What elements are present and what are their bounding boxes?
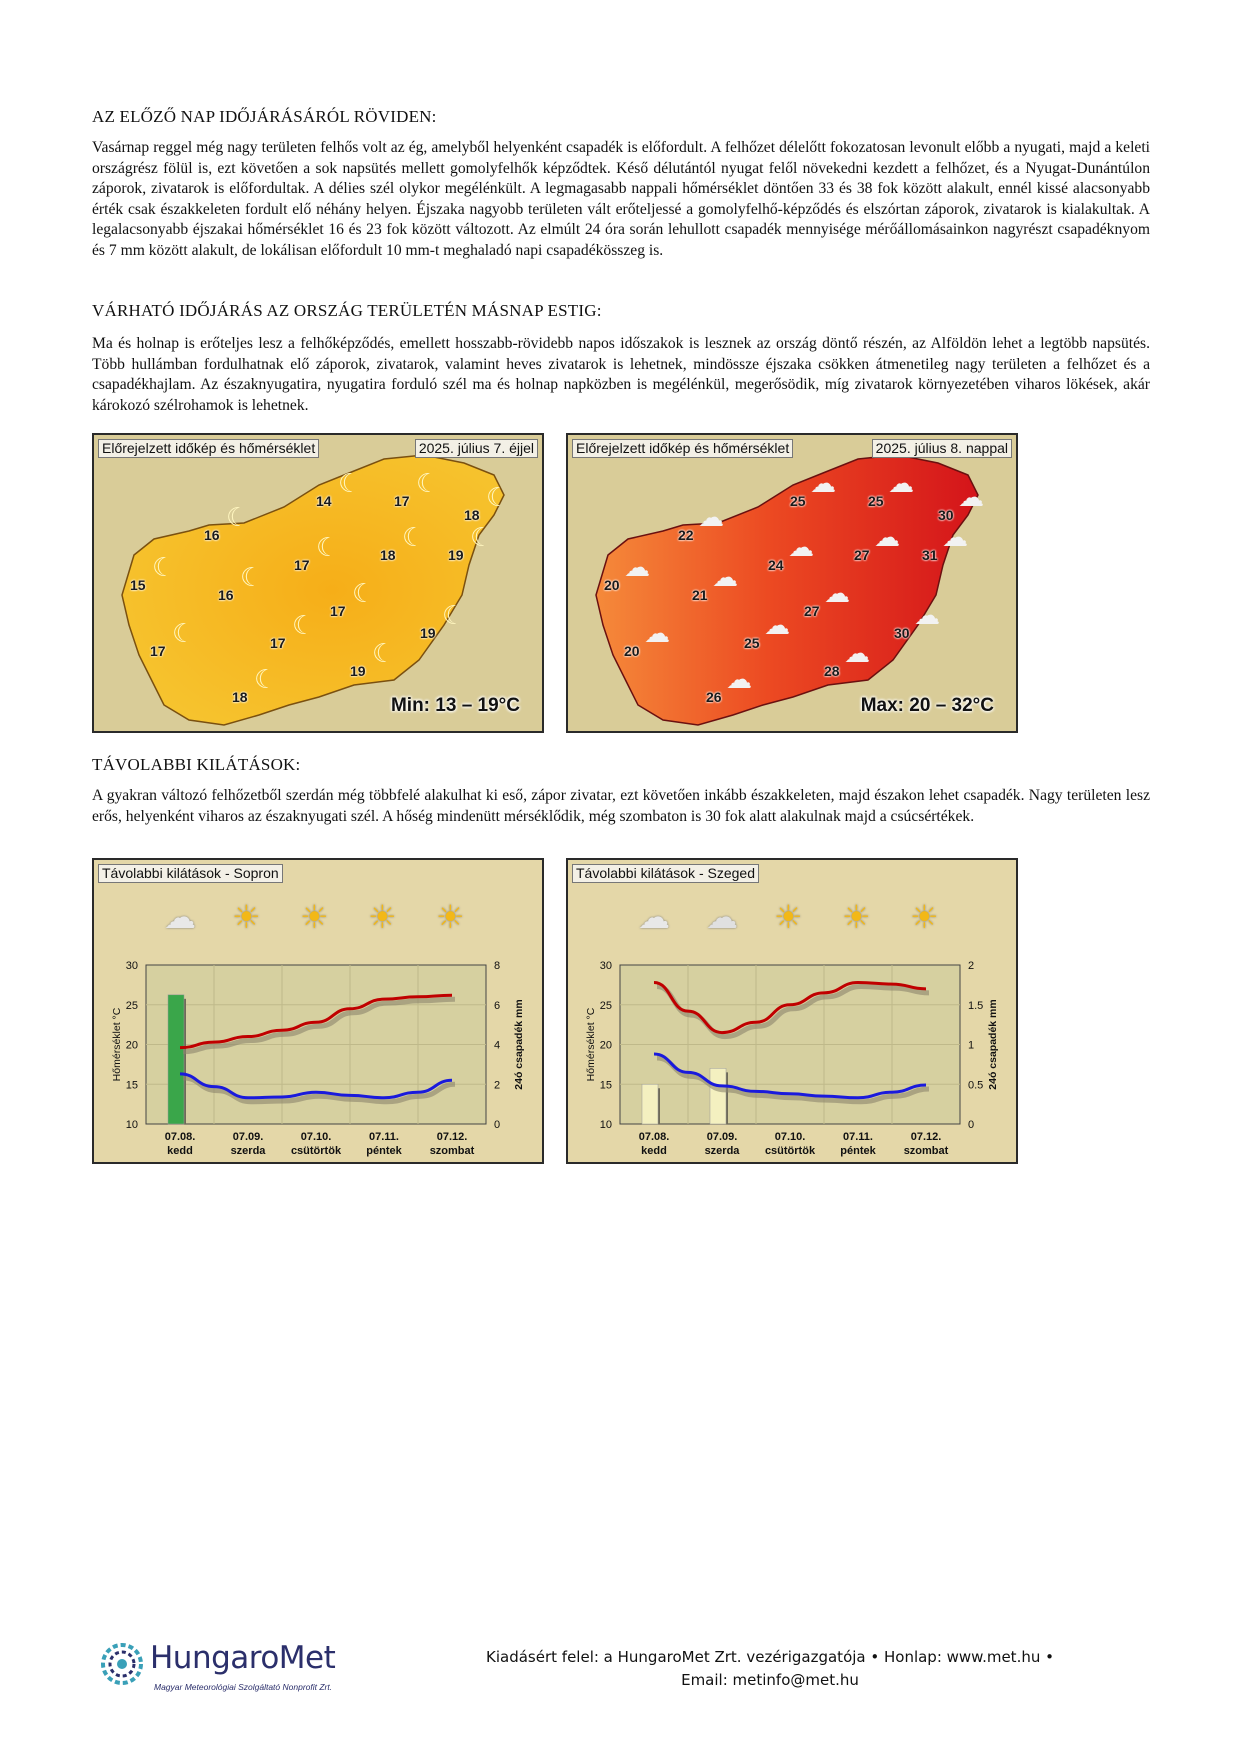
map-temperature-label: 20: [624, 643, 640, 659]
x-day-label: szombat: [429, 1145, 475, 1157]
map-temperature-label: 19: [448, 547, 464, 563]
thunderstorm-icon: ☁: [824, 579, 850, 609]
y-tick-label: 15: [599, 1079, 612, 1092]
y2-tick-label: 1: [968, 1039, 975, 1052]
y-tick-label: 30: [125, 960, 138, 972]
thunderstorm-icon: ☁: [888, 469, 914, 499]
map-temperature-label: 17: [330, 603, 346, 619]
moon-icon: ☾: [372, 639, 396, 669]
sun-cloud-icon: ☀: [300, 898, 329, 936]
thunderstorm-icon: ☁: [638, 898, 670, 936]
map-temperature-label: 16: [218, 587, 234, 603]
map-temperature-label: 28: [824, 663, 840, 679]
y-tick-label: 20: [599, 1039, 612, 1052]
x-day-label: péntek: [840, 1145, 876, 1157]
night-forecast-map: [92, 433, 544, 733]
map-temperature-label: 30: [894, 625, 910, 641]
moon-icon: ☾: [486, 483, 510, 513]
moon-icon: ☾: [316, 533, 340, 563]
x-tick-label: 07.12.: [436, 1131, 468, 1143]
x-day-label: szerda: [230, 1145, 266, 1157]
map-title: Előrejelzett időkép és hőmérséklet: [98, 439, 319, 458]
thunderstorm-icon: ☁: [914, 601, 940, 631]
moon-icon: ☾: [470, 523, 494, 553]
outlook-chart-szeged: [566, 858, 1018, 1164]
map-temperature-label: 21: [692, 587, 708, 603]
map-temperature-label: 18: [464, 507, 480, 523]
previous-day-paragraph: Vasárnap reggel még nagy területen felhős volt az ég, amelyből helyenként csapadék is előfordult. A felhőzet délelőtt fokozatosan levonult előbb a nyugati, majd a keleti országrész fölül is, ezt követően a sok napsütés mellett gomolyfelhők képződtek. Késő délutántól nyugat felől növekedni kezdett a felhőzet, és a Nyugat-Dunántúlon záporok, zivatarok is előfordultak. A délies szél olykor megélénkült. A legmagasabb nappali hőmérséklet döntően 33 és 38 fok között alakult, ennél kissé alacsonyabb érték csak északkeleten fordult elő néhány helyen. Éjszaka nagyobb területen vált erőteljessé a gomolyfelhő-képződés és elszórtan záporok, zivatarok is kialakultak. A legalacsonyabb éjszakai hőmérséklet 16 és 23 fok között változott. Az elmúlt 24 óra során lehullott csapadék mennyisége mérőállomásainkon nagyrészt csapadéknyom és 7 mm között alakult, de lokálisan előfordult 10 mm-t meghaladó napi csapadékösszeg is.: [92, 139, 1150, 259]
thunderstorm-icon: ☁: [788, 533, 814, 563]
map-temperature-label: 17: [394, 493, 410, 509]
thunderstorm-icon: ☁: [942, 523, 968, 553]
thunderstorm-icon: ☁: [844, 639, 870, 669]
thunderstorm-icon: ☁: [698, 503, 724, 533]
y-axis-label: Hőmérséklet °C: [111, 1007, 123, 1082]
map-temperature-label: 15: [130, 577, 146, 593]
map-temperature-label: 17: [294, 557, 310, 573]
thunderstorm-icon: ☁: [764, 611, 790, 641]
hungary-map-day: [568, 435, 1016, 731]
section-heading-forecast: VÁRHATÓ IDŐJÁRÁS AZ ORSZÁG TERÜLETÉN MÁSNAP ESTIG:: [92, 301, 602, 320]
chart-title: Távolabbi kilátások - Sopron: [98, 864, 283, 883]
outlook-paragraph: A gyakran változó felhőzetből szerdán még többfelé alakulhat ki eső, zápor zivatar, ezt követően inkább északkeleten, majd északon lehet csapadék. Nagy területen lesz erős, helyenként viharos az északnyugati szél. A hőség mindenütt mérséklődik, még szombaton is 30 fok alatt alakulnak majd a csúcsértékek.: [92, 787, 1150, 825]
map-temperature-label: 16: [204, 527, 220, 543]
map-temperature-label: 17: [270, 635, 286, 651]
x-tick-label: 07.11.: [843, 1131, 873, 1143]
map-temperature-label: 18: [380, 547, 396, 563]
map-temperature-label: 26: [706, 689, 722, 705]
thunderstorm-icon: ☁: [164, 898, 196, 936]
max-temperature-range: Max: 20 – 32°C: [860, 695, 994, 716]
logo-name: HungaroMet: [150, 1640, 336, 1676]
moon-icon: ☾: [416, 469, 440, 499]
x-tick-label: 07.09.: [706, 1131, 738, 1143]
map-temperature-label: 27: [854, 547, 870, 563]
moon-icon: ☾: [402, 523, 426, 553]
x-tick-label: 07.11.: [369, 1131, 399, 1143]
hungaromet-logo: [100, 1638, 380, 1698]
moon-icon: ☾: [240, 563, 264, 593]
map-temperature-label: 18: [232, 689, 248, 705]
x-day-label: csütörtök: [764, 1145, 816, 1157]
thunderstorm-icon: ☁: [644, 619, 670, 649]
x-day-label: péntek: [366, 1145, 402, 1157]
map-temperature-label: 25: [744, 635, 760, 651]
map-temperature-label: 22: [678, 527, 694, 543]
sun-cloud-icon: ☀: [232, 898, 261, 936]
x-tick-label: 07.10.: [774, 1131, 806, 1143]
y-tick-label: 20: [125, 1039, 138, 1052]
y2-tick-label: 1.5: [968, 999, 984, 1012]
map-temperature-label: 17: [150, 643, 166, 659]
moon-icon: ☾: [226, 503, 250, 533]
logo-swirl-icon: [100, 1638, 148, 1698]
x-tick-label: 07.08.: [164, 1131, 196, 1143]
x-tick-label: 07.09.: [232, 1131, 264, 1143]
map-temperature-label: 25: [790, 493, 806, 509]
y-tick-label: 25: [599, 999, 612, 1012]
chart-title: Távolabbi kilátások - Szeged: [572, 864, 759, 883]
sun-cloud-icon: ☀: [842, 898, 871, 936]
map-temperature-label: 27: [804, 603, 820, 619]
x-tick-label: 07.10.: [300, 1131, 332, 1143]
thunderstorm-icon: ☁: [624, 553, 650, 583]
y-tick-label: 25: [125, 999, 138, 1012]
hungary-map-night: [94, 435, 542, 731]
map-temperature-label: 19: [350, 663, 366, 679]
y2-tick-label: 0.5: [968, 1079, 984, 1092]
map-temperature-label: 24: [768, 557, 784, 573]
forecast-paragraph: Ma és holnap is erőteljes lesz a felhőképződés, emellett hosszabb-rövidebb napos időszakok is lesznek az ország döntő részén, az Alföldön lehet a legtöbb napsütés. Több hullámban fordulhatnak elő záporok, zivatarok, valamint heves zivatarok is lehetnek, mindössze éjszaka csökken átmenetileg nagy területen a felhőzet és a csapadékhajlam. Az északnyugatira, nyugatira forduló szél ma és holnap napközben is megélénkül, megerősödik, míg zivatarok környezetében viharos lökések, akár károkozó szélrohamok is lehetnek.: [92, 335, 1150, 414]
y2-tick-label: 4: [494, 1039, 501, 1052]
moon-icon: ☾: [352, 579, 376, 609]
y2-tick-label: 2: [968, 960, 975, 972]
thunderstorm-icon: ☁: [810, 469, 836, 499]
x-day-label: szombat: [903, 1145, 949, 1157]
moon-icon: ☾: [172, 619, 196, 649]
y2-tick-label: 6: [494, 999, 501, 1012]
x-day-label: csütörtök: [290, 1145, 342, 1157]
y2-axis-label: 24ó csapadék mm: [987, 999, 999, 1090]
x-tick-label: 07.08.: [638, 1131, 670, 1143]
thunderstorm-icon: ☁: [958, 483, 984, 513]
map-temperature-label: 25: [868, 493, 884, 509]
moon-icon: ☾: [442, 601, 466, 631]
precip-bar: [168, 995, 184, 1124]
footer-line-1: Kiadásért felel: a HungaroMet Zrt. vezérigazgatója • Honlap: www.met.hu •: [486, 1648, 1054, 1666]
y-tick-label: 10: [599, 1119, 612, 1131]
map-date: 2025. július 8. nappal: [872, 439, 1012, 458]
sun-cloud-icon: ☀: [910, 898, 939, 936]
map-temperature-label: 30: [938, 507, 954, 523]
thunderstorm-icon: ☁: [874, 523, 900, 553]
moon-icon: ☾: [152, 553, 176, 583]
map-temperature-label: 20: [604, 577, 620, 593]
y-tick-label: 10: [125, 1119, 138, 1131]
sun-cloud-icon: ☀: [436, 898, 465, 936]
map-temperature-label: 31: [922, 547, 938, 563]
moon-icon: ☾: [292, 611, 316, 641]
y2-tick-label: 0: [968, 1119, 975, 1131]
section-heading-previous-day: AZ ELŐZŐ NAP IDŐJÁRÁSÁRÓL RÖVIDEN:: [92, 107, 437, 126]
moon-icon: ☾: [254, 665, 278, 695]
precip-bar: [642, 1084, 658, 1124]
logo-subtitle: Magyar Meteorológiai Szolgáltató Nonprofit Zrt.: [154, 1682, 333, 1692]
outlook-chart-sopron: [92, 858, 544, 1164]
sun-cloud-icon: ☀: [774, 898, 803, 936]
sun-cloud-icon: ☀: [368, 898, 397, 936]
x-tick-label: 07.12.: [910, 1131, 942, 1143]
y-axis-label: Hőmérséklet °C: [585, 1007, 597, 1082]
y2-tick-label: 2: [494, 1079, 501, 1092]
map-date: 2025. július 7. éjjel: [415, 439, 538, 458]
x-day-label: kedd: [641, 1145, 667, 1157]
map-temperature-label: 14: [316, 493, 332, 509]
section-heading-outlook: TÁVOLABBI KILÁTÁSOK:: [92, 755, 301, 774]
y-tick-label: 30: [599, 960, 612, 972]
map-title: Előrejelzett időkép és hőmérséklet: [572, 439, 793, 458]
y-tick-label: 15: [125, 1079, 138, 1092]
y2-axis-label: 24ó csapadék mm: [513, 999, 525, 1090]
y2-tick-label: 8: [494, 960, 501, 972]
footer-line-2: Email: metinfo@met.hu: [681, 1671, 859, 1689]
thunderstorm-icon: ☁: [726, 665, 752, 695]
thunderstorm-icon: ☁: [712, 563, 738, 593]
min-temperature-range: Min: 13 – 19°C: [390, 695, 520, 716]
cloud-rain-icon: ☁: [706, 898, 738, 936]
x-day-label: szerda: [704, 1145, 740, 1157]
map-temperature-label: 19: [420, 625, 436, 641]
precip-bar: [710, 1068, 726, 1124]
moon-icon: ☾: [338, 469, 362, 499]
y2-tick-label: 0: [494, 1119, 501, 1131]
x-day-label: kedd: [167, 1145, 193, 1157]
day-forecast-map: [566, 433, 1018, 733]
